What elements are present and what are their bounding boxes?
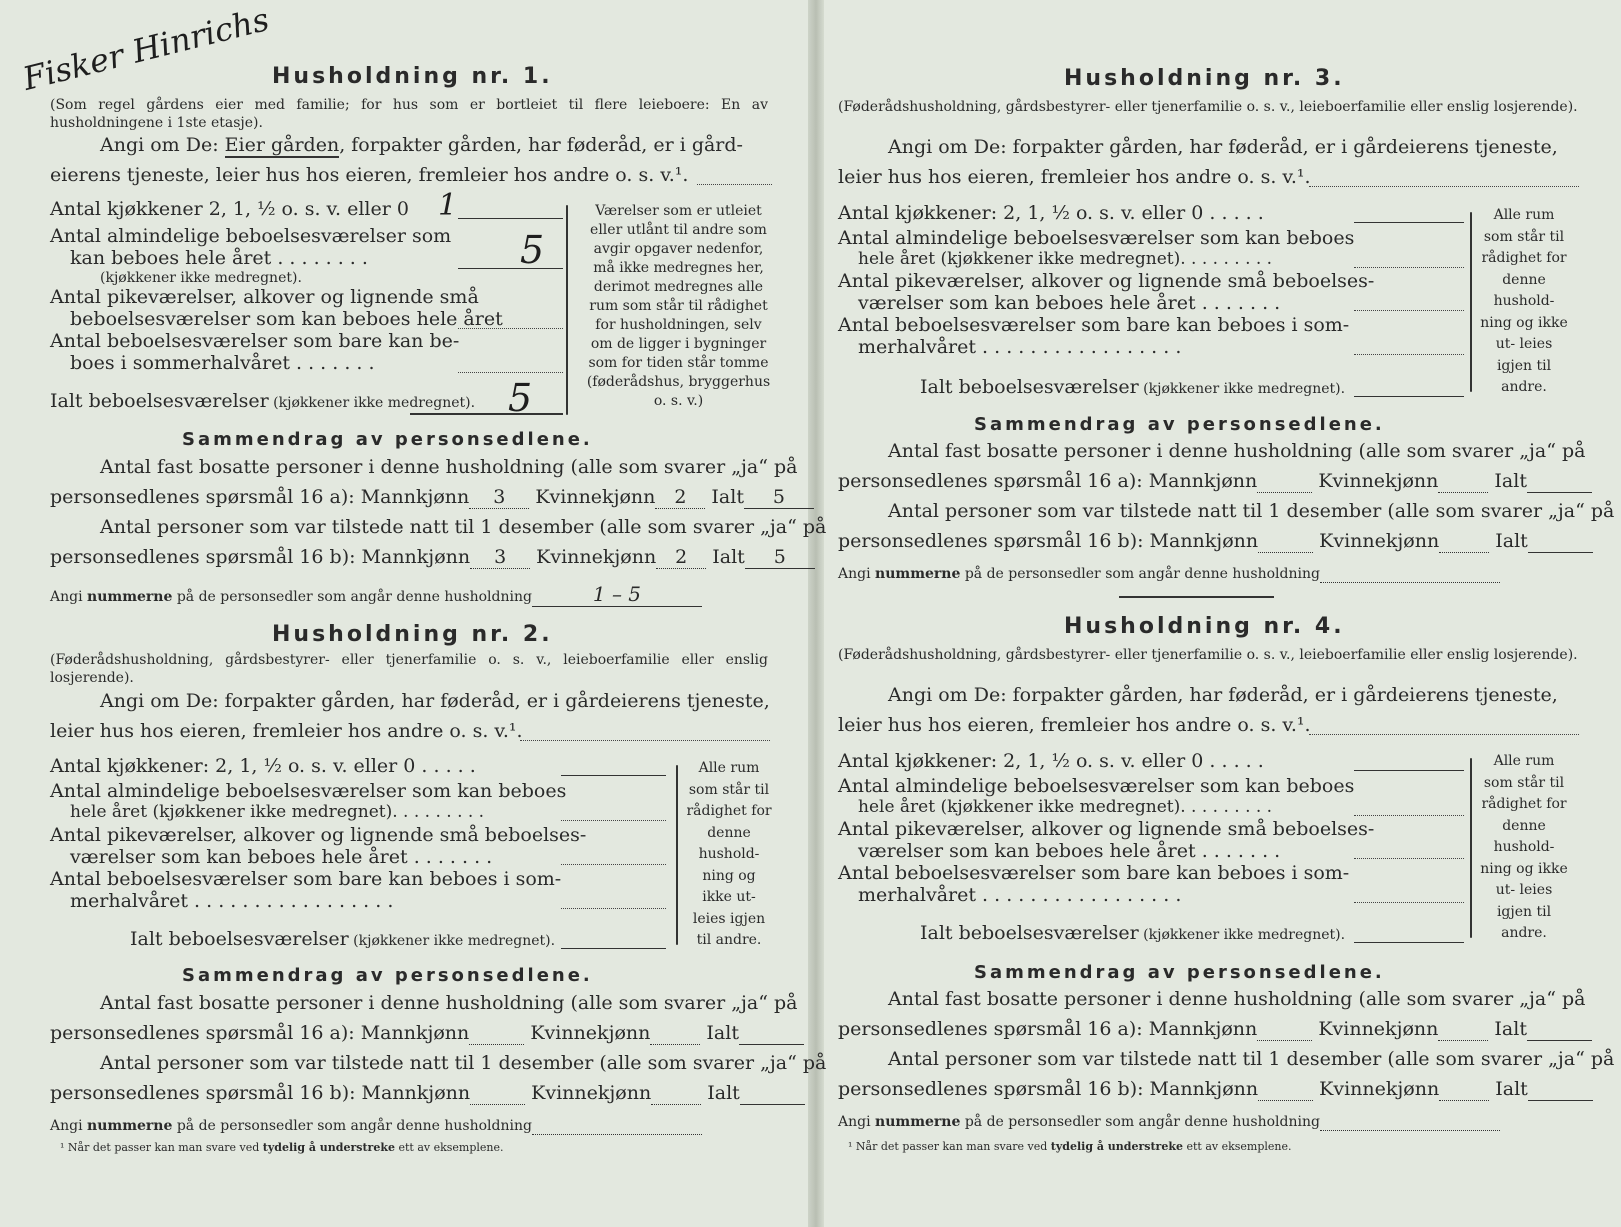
h4-alm-2: hele året (kjøkkener ikke medregnet). . . . . . . . . [858, 797, 1273, 817]
h1-s1-ialt: 5 [744, 486, 814, 509]
h4-angi-line2: leier hus hos eieren, fremleier hos andre o. s. v.¹. [838, 714, 1311, 736]
h3-som-2: merhalvåret . . . . . . . . . . . . . . . . . [858, 336, 1182, 358]
h2-kjokkener: Antal kjøkkener: 2, 1, ½ o. s. v. eller 0 . . . . . [50, 755, 476, 777]
h2-ialt-a: Ialt beboelsesværelser [130, 928, 349, 950]
h4-pike-line [1354, 858, 1464, 859]
h2-nr-blank [532, 1118, 702, 1135]
h2-kjokkener-line [561, 775, 666, 776]
h4-kjokkener: Antal kjøkkener: 2, 1, ½ o. s. v. eller 0 . . . . . [838, 750, 1264, 772]
h3-nr-line [838, 566, 1500, 583]
h4-s1-mann-blank [1257, 1018, 1312, 1041]
h1-s1-kv-label: Kvinnekjønn [535, 486, 656, 508]
h1-nr-b: nummerne [87, 589, 173, 605]
h1-note: (Som regel gårdens eier med familie; for hus som er bortleiet til flere leieboere: En av husholdningene i 1ste etasje). [50, 97, 768, 131]
h2-s2-ialt-label: Ialt [707, 1082, 740, 1104]
h1-alm-line [458, 268, 563, 269]
h3-s1-line2 [838, 470, 1592, 493]
h1-alm-line3: (kjøkkener ikke medregnet). [100, 270, 302, 286]
h1-s1-mann: 3 [469, 486, 529, 509]
h2-s2-label: personsedlenes spørsmål 16 b): Mannkjønn [50, 1082, 471, 1104]
h2-s1-ialt-label: Ialt [706, 1022, 739, 1044]
h4-som-2: merhalvåret . . . . . . . . . . . . . . . . . [858, 884, 1182, 906]
h4-s1-line1: Antal fast bosatte personer i denne husholdning (alle som svarer „ja“ på [888, 988, 1586, 1010]
h1-nr-value: 1 – 5 [532, 582, 702, 607]
h2-alm-1: Antal almindelige beboelsesværelser som kan beboes [50, 780, 567, 802]
h2-s2-kvinne-blank [651, 1082, 701, 1105]
h4-note: (Føderådshusholdning, gårdsbestyrer- eller tjenerfamilie o. s. v., leieboerfamilie eller enslig losjerende). [838, 647, 1578, 663]
h2-title: Husholdning nr. 2. [272, 622, 553, 647]
h3-pike-1: Antal pikeværelser, alkover og lignende små beboelses- [838, 270, 1375, 292]
h2-summary-title: Sammendrag av personsedlene. [182, 965, 593, 986]
h3-kjokkener-line [1354, 222, 1464, 223]
h4-nr-b: nummerne [875, 1114, 961, 1130]
h3-s2-ialt-label: Ialt [1495, 530, 1528, 552]
h3-s1-ialt-blank [1527, 470, 1592, 493]
h2-s1-kvinne-blank [650, 1022, 700, 1045]
h2-alm-line [561, 820, 666, 821]
h3-note: (Føderådshusholdning, gårdsbestyrer- eller tjenerfamilie o. s. v., leieboerfamilie eller enslig losjerende). [838, 99, 1578, 115]
h1-angi-rest: , forpakter gården, har føderåd, er i gård- [339, 134, 743, 156]
h4-ialt-label [920, 922, 1345, 944]
h3-ialt-b: (kjøkkener ikke medregnet). [1138, 381, 1346, 397]
h2-nr-b: nummerne [87, 1118, 173, 1134]
h1-s1-ialt-label: Ialt [711, 486, 744, 508]
h1-pike-line [458, 328, 563, 329]
h1-ialt-a: Ialt beboelsesværelser [50, 390, 269, 412]
h4-angi-line1: Angi om De: forpakter gården, har føderåd, er i gårdeierens tjeneste, [888, 684, 1558, 706]
h3-som-1: Antal beboelsesværelser som bare kan beboes i som- [838, 314, 1350, 336]
h3-s1-line1: Antal fast bosatte personer i denne husholdning (alle som svarer „ja“ på [888, 440, 1586, 462]
footnote-left-c: ett av eksemplene. [394, 1141, 504, 1154]
h2-s1-ialt-blank [739, 1022, 804, 1045]
h3-angi-line1: Angi om De: forpakter gården, har føderåd, er i gårdeierens tjeneste, [888, 136, 1558, 158]
h2-pike-1: Antal pikeværelser, alkover og lignende små beboelses- [50, 824, 587, 846]
h2-ialt-line [561, 948, 666, 949]
h4-side-note: Alle rum som står til rådighet for denne hushold- ning og ikke ut- leies igjen til andre. [1480, 753, 1568, 941]
h4-s2-kvinne-blank [1439, 1078, 1489, 1101]
h2-s1-line2 [50, 1022, 804, 1045]
section-divider [1119, 596, 1274, 598]
h1-s1-line2 [50, 486, 814, 509]
h2-alm-2: hele året (kjøkkener ikke medregnet). . . . . . . . . [70, 802, 485, 822]
h4-s1-kvinne-blank [1438, 1018, 1488, 1041]
h2-s1-line1: Antal fast bosatte personer i denne husholdning (alle som svarer „ja“ på [100, 992, 798, 1014]
h1-s2-ialt-label: Ialt [712, 546, 745, 568]
h3-ialt-line [1354, 396, 1464, 397]
h4-som-1: Antal beboelsesværelser som bare kan beboes i som- [838, 862, 1350, 884]
h3-side-brace [1470, 212, 1472, 392]
h1-side-note: Værelser som er utleiet eller utlånt til andre som avgir opgaver nedenfor, må ikke medregnes her, derimot medregnes alle rum som står til rådighet for husholdningen, selv om de ligger i bygninger som for tiden står tomme (føderådshus, bryggerhus o. s. v.) [586, 203, 771, 409]
h1-ialt-line [410, 413, 563, 415]
footnote-left [60, 1141, 504, 1154]
h2-angi-line1: Angi om De: forpakter gården, har føderåd, er i gårdeierens tjeneste, [100, 690, 770, 712]
h3-nr-c: på de personsedler som angår denne husholdning [960, 566, 1320, 582]
right-page [824, 0, 1621, 1227]
h4-nr-c: på de personsedler som angår denne husholdning [960, 1114, 1320, 1130]
h4-s1-label: personsedlenes spørsmål 16 a): Mannkjønn [838, 1018, 1258, 1040]
h1-nr-line [50, 582, 702, 607]
h3-alm-1: Antal almindelige beboelsesværelser som kan beboes [838, 227, 1355, 249]
h2-s1-kv-label: Kvinnekjønn [530, 1022, 651, 1044]
h4-kjokkener-line [1354, 770, 1464, 771]
h1-kjokkener-label: Antal kjøkkener 2, 1, ½ o. s. v. eller 0 [50, 198, 409, 220]
h1-pike-line2: beboelsesværelser som kan beboes hele året [70, 308, 503, 330]
footnote-right-b: tydelig å understreke [1050, 1140, 1183, 1153]
h4-angi-fill-line [1309, 734, 1579, 735]
h4-alm-1: Antal almindelige beboelsesværelser som kan beboes [838, 775, 1355, 797]
h3-s1-ialt-label: Ialt [1494, 470, 1527, 492]
h2-s1-label: personsedlenes spørsmål 16 a): Mannkjønn [50, 1022, 470, 1044]
h1-kjokkener-line [458, 218, 563, 219]
h4-som-line [1354, 902, 1464, 903]
h2-som-line [561, 908, 666, 909]
h1-s2-mann: 3 [470, 546, 530, 569]
h2-side-brace [676, 765, 678, 945]
h4-s2-line2 [838, 1078, 1593, 1101]
h1-ialt-label [50, 390, 475, 412]
h4-s2-kv-label: Kvinnekjønn [1319, 1078, 1440, 1100]
h2-s2-line1: Antal personer som var tilstede natt til 1 desember (alle som svarer „ja“ på [100, 1052, 827, 1074]
h4-s2-label: personsedlenes spørsmål 16 b): Mannkjønn [838, 1078, 1259, 1100]
h2-pike-line [561, 864, 666, 865]
h3-s1-kv-label: Kvinnekjønn [1318, 470, 1439, 492]
h4-nr-a: Angi [838, 1114, 876, 1130]
h2-s1-mann-blank [469, 1022, 524, 1045]
h1-ialt-b: (kjøkkener ikke medregnet). [268, 395, 476, 411]
footnote-right-c: ett av eksemplene. [1182, 1140, 1292, 1153]
h1-sommer-line [458, 372, 563, 373]
h4-alm-line [1354, 815, 1464, 816]
h3-ialt-a: Ialt beboelsesværelser [920, 376, 1139, 398]
h2-nr-a: Angi [50, 1118, 88, 1134]
h3-s2-label: personsedlenes spørsmål 16 b): Mannkjønn [838, 530, 1259, 552]
page-fold [808, 0, 824, 1227]
h3-s2-kv-label: Kvinnekjønn [1319, 530, 1440, 552]
h3-s2-line1: Antal personer som var tilstede natt til 1 desember (alle som svarer „ja“ på [888, 500, 1615, 522]
h3-s2-ialt-blank [1528, 530, 1593, 553]
h1-s2-label: personsedlenes spørsmål 16 b): Mannkjønn [50, 546, 471, 568]
h2-angi-line2: leier hus hos eieren, fremleier hos andre o. s. v.¹. [50, 720, 523, 742]
h4-ialt-line [1354, 942, 1464, 943]
h1-angi-prefix: Angi om De: [100, 134, 225, 156]
h1-s2-ialt: 5 [745, 546, 815, 569]
h2-nr-line [50, 1118, 702, 1135]
h1-s2-line2 [50, 546, 815, 569]
h1-s1-line1: Antal fast bosatte personer i denne husholdning (alle som svarer „ja“ på [100, 456, 798, 478]
h4-s2-ialt-label: Ialt [1495, 1078, 1528, 1100]
h3-s2-kvinne-blank [1439, 530, 1489, 553]
h4-ialt-a: Ialt beboelsesværelser [920, 922, 1139, 944]
h2-nr-c: på de personsedler som angår denne husholdning [172, 1118, 532, 1134]
h1-alm-line2: kan beboes hele året . . . . . . . . [70, 247, 368, 269]
h1-s1-kvinne: 2 [655, 486, 705, 509]
h3-nr-b: nummerne [875, 566, 961, 582]
h3-side-note: Alle rum som står til rådighet for denne hushold- ning og ikke ut- leies igjen til andre. [1480, 207, 1568, 395]
h3-pike-2: værelser som kan beboes hele året . . . . . . . [858, 292, 1281, 314]
h4-side-brace [1470, 758, 1472, 938]
h1-sommer-line2: boes i sommerhalvåret . . . . . . . [70, 352, 375, 374]
h1-nr-a: Angi [50, 589, 88, 605]
h4-title: Husholdning nr. 4. [1064, 614, 1345, 639]
h3-ialt-label [920, 376, 1345, 398]
footnote-right [848, 1140, 1292, 1153]
h3-angi-line2: leier hus hos eieren, fremleier hos andre o. s. v.¹. [838, 166, 1311, 188]
h1-angi-fill-line [697, 184, 772, 185]
h1-angi-line2: eierens tjeneste, leier hus hos eieren, fremleier hos andre o. s. v.¹. [50, 164, 689, 186]
h4-pike-2: værelser som kan beboes hele året . . . . . . . [858, 840, 1281, 862]
h3-s1-mann-blank [1257, 470, 1312, 493]
h4-s1-ialt-blank [1527, 1018, 1592, 1041]
h3-nr-a: Angi [838, 566, 876, 582]
h2-s2-line2 [50, 1082, 805, 1105]
h4-nr-line [838, 1114, 1500, 1131]
h1-angi-line1 [100, 134, 743, 156]
h2-som-1: Antal beboelsesværelser som bare kan beboes i som- [50, 868, 562, 890]
handwritten-corner-note: Fisker Hinrichs [19, 0, 273, 98]
h4-s2-ialt-blank [1528, 1078, 1593, 1101]
h1-nr-c: på de personsedler som angår denne husholdning [172, 589, 532, 605]
footnote-left-b: tydelig å understreke [262, 1141, 395, 1154]
footnote-left-a: ¹ Når det passer kan man svare ved [60, 1141, 263, 1154]
h1-sommer-line1: Antal beboelsesværelser som bare kan be- [50, 330, 460, 352]
h2-angi-fill-line [520, 740, 770, 741]
h4-s1-line2 [838, 1018, 1592, 1041]
h1-s1-label: personsedlenes spørsmål 16 a): Mannkjønn [50, 486, 470, 508]
h1-pike-line1: Antal pikeværelser, alkover og lignende små [50, 286, 479, 308]
h2-ialt-label [130, 928, 555, 950]
h4-nr-blank [1320, 1114, 1500, 1131]
h2-s2-kv-label: Kvinnekjønn [531, 1082, 652, 1104]
h4-ialt-b: (kjøkkener ikke medregnet). [1138, 927, 1346, 943]
h3-s1-kvinne-blank [1438, 470, 1488, 493]
h3-title: Husholdning nr. 3. [1064, 66, 1345, 91]
h1-kjokkener-value: 1 [438, 188, 458, 223]
h2-s2-mann-blank [470, 1082, 525, 1105]
h3-s2-line2 [838, 530, 1593, 553]
h4-s1-ialt-label: Ialt [1494, 1018, 1527, 1040]
h3-alm-2: hele året (kjøkkener ikke medregnet). . . . . . . . . [858, 249, 1273, 269]
h1-alm-value: 5 [520, 228, 545, 272]
h3-kjokkener: Antal kjøkkener: 2, 1, ½ o. s. v. eller 0 . . . . . [838, 202, 1264, 224]
h3-pike-line [1354, 310, 1464, 311]
h3-summary-title: Sammendrag av personsedlene. [974, 414, 1385, 435]
h1-title: Husholdning nr. 1. [272, 64, 553, 89]
h1-alm-line1: Antal almindelige beboelsesværelser som [50, 225, 452, 247]
h4-pike-1: Antal pikeværelser, alkover og lignende små beboelses- [838, 818, 1375, 840]
h3-som-line [1354, 354, 1464, 355]
h1-angi-eier-underlined: Eier gården [224, 134, 340, 156]
h2-som-2: merhalvåret . . . . . . . . . . . . . . . . . [70, 890, 394, 912]
h1-s2-line1: Antal personer som var tilstede natt til 1 desember (alle som svarer „ja“ på [100, 516, 827, 538]
h1-s2-kv-label: Kvinnekjønn [536, 546, 657, 568]
h1-side-brace [566, 205, 568, 415]
h4-s1-kv-label: Kvinnekjønn [1318, 1018, 1439, 1040]
h3-alm-line [1354, 267, 1464, 268]
footnote-right-a: ¹ Når det passer kan man svare ved [848, 1140, 1051, 1153]
h4-s2-mann-blank [1258, 1078, 1313, 1101]
h2-side-note: Alle rum som står til rådighet for denne hushold- ning og ikke ut- leies igjen til andre. [686, 760, 772, 948]
h2-ialt-b: (kjøkkener ikke medregnet). [348, 933, 556, 949]
h2-pike-2: værelser som kan beboes hele året . . . . . . . [70, 846, 493, 868]
h1-ialt-value: 5 [508, 376, 533, 420]
h1-summary-title: Sammendrag av personsedlene. [182, 429, 593, 450]
h2-note: (Føderådshusholdning, gårdsbestyrer- eller tjenerfamilie o. s. v., leieboerfamilie eller enslig losjerende). [50, 652, 768, 686]
h4-summary-title: Sammendrag av personsedlene. [974, 962, 1385, 983]
h1-s2-kvinne: 2 [656, 546, 706, 569]
h3-nr-blank [1320, 566, 1500, 583]
h3-s2-mann-blank [1258, 530, 1313, 553]
h4-s2-line1: Antal personer som var tilstede natt til 1 desember (alle som svarer „ja“ på [888, 1048, 1615, 1070]
h3-angi-fill-line [1309, 186, 1579, 187]
h2-s2-ialt-blank [740, 1082, 805, 1105]
h3-s1-label: personsedlenes spørsmål 16 a): Mannkjønn [838, 470, 1258, 492]
